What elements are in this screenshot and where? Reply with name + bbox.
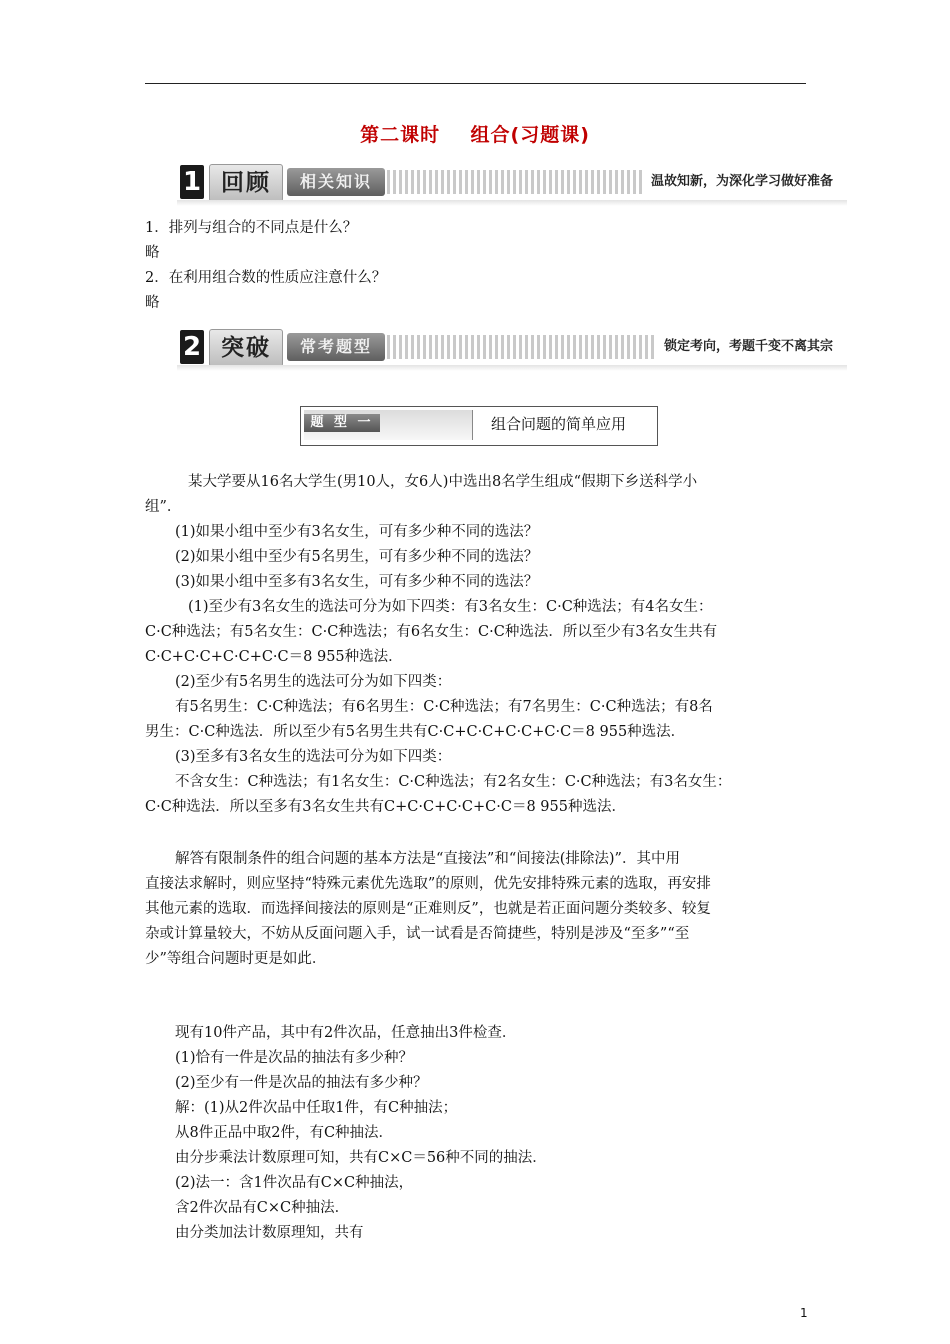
example2-solution: (2)法一：含1件次品有C×C种抽法， [175,1175,414,1191]
banner-shadow [177,200,847,206]
example1-answer: C·C种选法．所以至多有3名女生共有C+C·C+C·C+C·C＝8 955种选法． [145,799,626,815]
summary-line: 杂或计算量较大，不妨从反面问题入手，试一试看是否简捷些，特别是涉及“至多”“至 [145,926,690,942]
example1-question: (2)如果小组中至少有5名男生，可有多少种不同的选法？ [175,549,539,565]
example2-solution: 由分类加法计数原理知，共有 [175,1225,364,1241]
page-number: 1 [800,1306,808,1320]
example2-solution: 由分步乘法计数原理可知，共有C×C＝56种不同的抽法． [175,1150,547,1166]
example2-question: (1)恰有一件是次品的抽法有多少种？ [175,1050,414,1066]
lesson-title-right: 组合(习题课) [470,124,590,146]
example2-solution: 含2件次品有C×C种抽法． [175,1200,350,1216]
review-line: 略 [145,295,160,311]
banner-number: 2 [180,330,204,364]
example1-answer: (2)至少有5名男生的选法可分为如下四类： [175,674,452,690]
example2-solution: 从8件正品中取2件，有C种抽法． [175,1125,394,1141]
section-banner-review [177,160,847,206]
example1-stem: 某大学要从16名大学生(男10人，女6人)中选出8名学生组成“假期下乡送科学小 [188,474,698,490]
lesson-title [0,120,950,147]
question-type-box [300,406,658,446]
example2-question: (2)至少有一件是次品的抽法有多少种？ [175,1075,428,1091]
banner-main-label: 突破 [209,329,283,367]
banner-sub-label: 相关知识 [287,168,385,196]
example2-solution: 解：(1)从2件次品中任取1件，有C种抽法； [175,1100,458,1116]
review-line: 2．在利用组合数的性质应注意什么？ [145,270,387,286]
example1-question: (1)如果小组中至少有3名女生，可有多少种不同的选法？ [175,524,539,540]
summary-line: 其他元素的选取．而选择间接法的原则是“正难则反”，也就是若正面问题分类较多、较复 [145,901,711,917]
example2-block [145,1021,815,1246]
review-block [145,216,815,316]
section-banner-practice [177,325,847,371]
example1-answer: (1)至少有3名女生的选法可分为如下四类：有3名女生：C·C种选法；有4名女生： [188,599,713,615]
method-summary [145,847,815,972]
lesson-title-left: 第二课时 [360,124,441,146]
example1-answer: (3)至多有3名女生的选法可分为如下四类： [175,749,452,765]
example1-block [145,470,815,820]
summary-line: 解答有限制条件的组合问题的基本方法是“直接法”和“间接法(排除法)”．其中用 [175,851,680,867]
question-type-tag [304,410,473,440]
summary-line: 直接法求解时，则应坚持“特殊元素优先选取”的原则，优先安排特殊元素的选取，再安排 [145,876,711,892]
example1-answer: 不含女生：C种选法；有1名女生：C·C种选法；有2名女生：C·C种选法；有3名女生： [175,774,732,790]
banner-number: 1 [180,165,204,199]
banner-tip: 温故知新，为深化学习做好准备 [643,169,841,195]
banner-sub-label: 常考题型 [287,333,385,361]
banner-main-label: 回顾 [209,164,283,202]
example2-stem: 现有10件产品，其中有2件次品，任意抽出3件检查． [175,1025,517,1041]
banner-tip: 锁定考向，考题千变不离其宗 [656,334,841,360]
review-line: 略 [145,245,160,261]
example1-answer: C·C+C·C+C·C+C·C＝8 955种选法． [145,649,403,665]
review-line: 1．排列与组合的不同点是什么？ [145,220,358,236]
example1-answer: C·C种选法；有5名女生：C·C种选法；有6名女生：C·C种选法．所以至少有3名女生共有 [145,624,718,640]
example1-answer: 有5名男生：C·C种选法；有6名男生：C·C种选法；有7名男生：C·C种选法；有8名 [175,699,713,715]
question-type-topic: 组合问题的简单应用 [491,415,627,433]
example1-answer: 男生：C·C种选法．所以至少有5名男生共有C·C+C·C+C·C+C·C＝8 955种选法． [145,724,686,740]
banner-shadow [177,365,847,371]
summary-line: 少”等组合问题时更是如此． [145,951,327,967]
header-rule [145,83,806,84]
example1-stem-cont: 组”． [145,499,182,515]
example1-question: (3)如果小组中至多有3名女生，可有多少种不同的选法？ [175,574,539,590]
question-type-label: 题 型 一 [304,414,380,432]
